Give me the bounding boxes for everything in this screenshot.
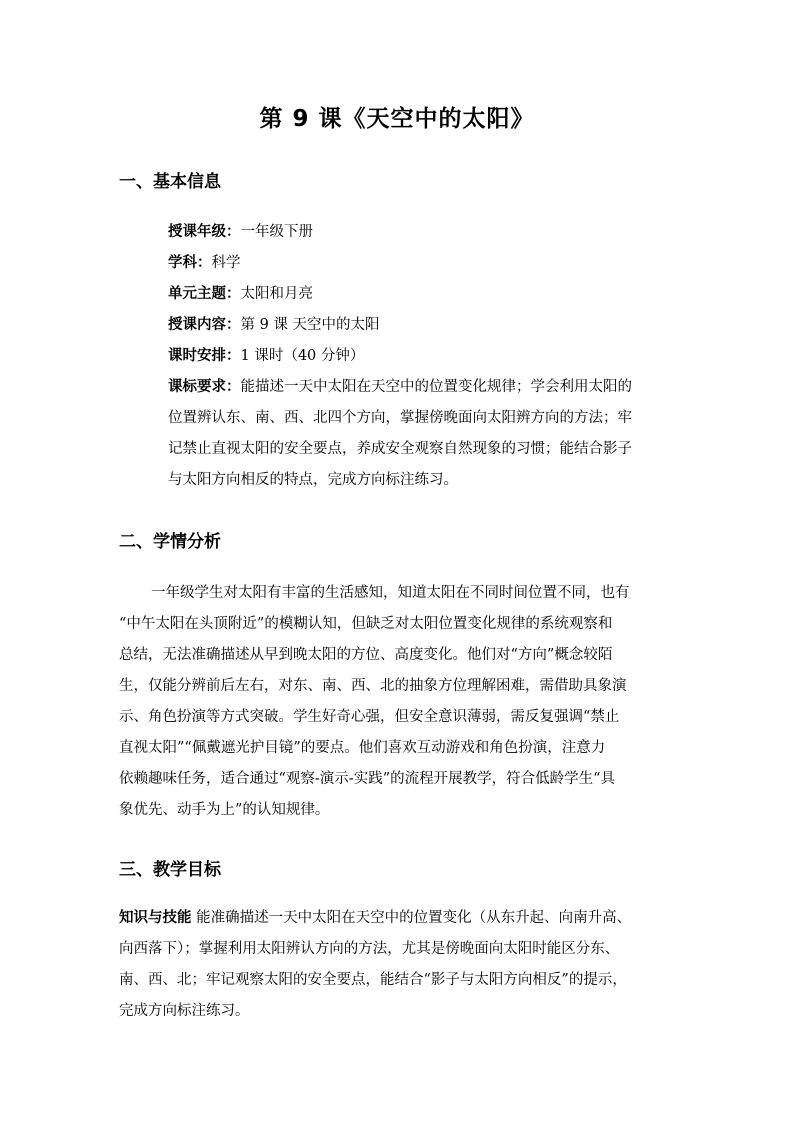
unit-label: 单元主题： [168,286,241,302]
paragraph-line: 示、角色扮演等方式突破。学生好奇心强，但安全意识薄弱，需反复强调“禁止 [119,709,620,725]
content-value: 第 9 课 天空中的太阳 [240,317,380,333]
schedule-label: 课时安排： [168,348,241,364]
basic-info-block [168,217,632,496]
subject-label: 学科： [168,255,212,271]
paragraph-line: 南、西、北；牢记观察太阳的安全要点，能结合“影子与太阳方向相反”的提示， [119,972,627,988]
standard-label: 课标要求： [168,379,241,395]
paragraph-line: “中午太阳在头顶附近”的模糊认知，但缺乏对太阳位置变化规律的系统观察和 [119,616,613,632]
paragraph-line: 生，仅能分辨前后左右，对东、南、西、北的抽象方位理解困难，需借助具象演 [119,678,627,694]
content-label: 授课内容： [168,317,241,333]
content-row [168,310,632,341]
paragraph-line: 依赖趣味任务，适合通过“观察-演示-实践”的流程开展教学，符合低龄学生“具 [119,771,616,787]
subject-value: 科学 [211,255,241,271]
paragraph-line: 直视太阳”“佩戴遮光护目镜”的要点。他们喜欢互动游戏和角色扮演，注意力 [119,740,606,756]
grade-value: 一年级下册 [240,224,313,240]
paragraph-line: 向西落下）；掌握利用太阳辨认方向的方法，尤其是傍晚面向太阳时能区分东、 [119,941,620,957]
standard-line: 能描述一天中太阳在天空中的位置变化规律；学会利用太阳的 [240,379,632,395]
section-heading-learner-analysis: 二、学情分析 [119,532,221,552]
knowledge-skills-label: 知识与技能 [119,910,192,926]
section-heading-teaching-goals: 三、教学目标 [119,860,221,880]
grade-row [168,217,632,248]
standard-line: 记禁止直视太阳的安全要点，养成安全观察自然现象的习惯；能结合影子 [168,441,632,457]
subject-row [168,248,632,279]
schedule-value: 1 课时（40 分钟） [240,348,365,364]
schedule-row [168,341,632,372]
learner-analysis-paragraph [119,578,679,826]
unit-row [168,279,632,310]
standard-line: 与太阳方向相反的特点，完成方向标注练习。 [168,472,458,488]
paragraph-line: 一年级学生对太阳有丰富的生活感知，知道太阳在不同时间位置不同，也有 [151,585,630,601]
paragraph-line: 象优先、动手为上”的认知规律。 [119,802,330,818]
grade-label: 授课年级： [168,224,241,240]
unit-value: 太阳和月亮 [240,286,313,302]
paragraph-line: 完成方向标注练习。 [119,1003,250,1019]
document-title: 第 9 课《天空中的太阳》 [259,106,535,132]
standard-row [168,372,632,403]
teaching-goals-paragraph [119,903,679,1027]
paragraph-line: 知识与技能 能准确描述一天中太阳在天空中的位置变化（从东升起、向南升高、 [119,910,632,926]
section-heading-basic-info: 一、基本信息 [119,172,221,192]
standard-line: 位置辨认东、南、西、北四个方向，掌握傍晚面向太阳辨方向的方法；牢 [168,410,632,426]
paragraph-line: 总结，无法准确描述从早到晚太阳的方位、高度变化。他们对“方向”概念较陌 [119,647,613,663]
